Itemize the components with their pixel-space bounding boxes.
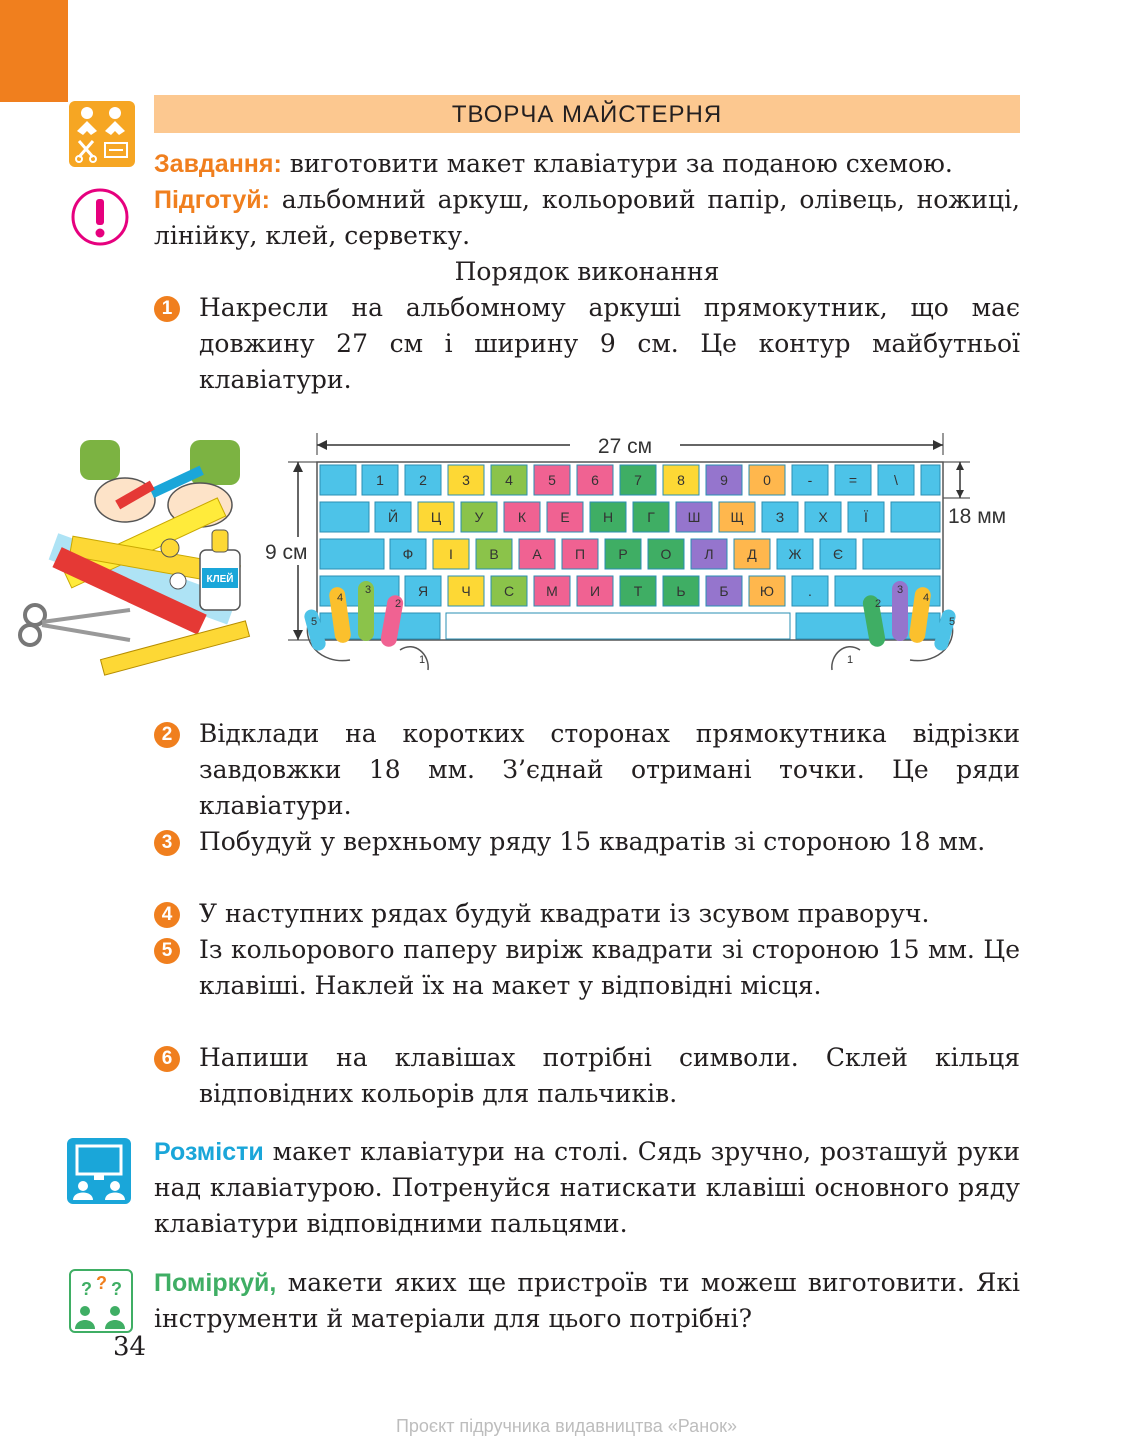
key-label: З (775, 509, 785, 525)
key-label: Й (387, 509, 399, 525)
modifier-key (320, 465, 356, 495)
finger-number: 2 (394, 598, 402, 610)
key-label: Щ (730, 509, 744, 525)
place-label: Розмісти (154, 1138, 264, 1166)
key-label: 7 (634, 472, 642, 488)
key-label: В (489, 546, 499, 562)
step-text: Відклади на коротких сторонах прямокутника відрізки завдовжки 18 мм. З’єднай отримані точки. Це ряди клавіатури. (199, 719, 1020, 820)
finger-number: 5 (310, 616, 318, 628)
step-3 (154, 824, 1020, 860)
step-text: Із кольорового паперу виріж квадрати зі стороною 15 мм. Це клавіші. Наклей їх на макет у відповідні місця. (199, 935, 1020, 1000)
modifier-key (320, 539, 384, 569)
modifier-key (921, 465, 940, 495)
svg-text:?: ? (111, 1279, 122, 1299)
corner-tab (0, 0, 68, 102)
step-2 (154, 716, 1020, 824)
page-number: 34 (113, 1332, 147, 1362)
key-label: Т (633, 583, 643, 599)
step-text: У наступних рядах будуй квадрати із зсувом праворуч. (199, 899, 930, 928)
prepare-paragraph (154, 182, 1020, 254)
think-text: макети яких ще пристроїв ти можеш виготовити. Які інструменти й матеріали для цього потрібні? (154, 1268, 1020, 1333)
space-bar (446, 613, 790, 639)
width-label: 27 см (597, 435, 653, 458)
footer-note: Проєкт підручника видавництва «Ранок» (395, 1416, 738, 1436)
step-number: 2 (154, 722, 180, 748)
finger-number: 4 (922, 592, 930, 604)
step-text: Напиши на клавішах потрібні символи. Склей кільця відповідних кольорів для пальчиків. (199, 1043, 1020, 1108)
key-label: \ (894, 472, 898, 488)
finger-number: 3 (364, 584, 372, 596)
key-label: 3 (462, 472, 470, 488)
key-label: М (546, 583, 558, 599)
step-6 (154, 1040, 1020, 1112)
height-label: 9 см (265, 541, 308, 564)
key-label: Е (560, 509, 570, 525)
key-label: І (449, 546, 453, 562)
exclamation-icon (70, 187, 130, 247)
key-label: Г (647, 509, 655, 525)
key-label: = (848, 472, 858, 488)
key-label: У (474, 509, 484, 525)
key-label: Я (417, 583, 429, 599)
key-label: Б (719, 583, 729, 599)
step-number: 4 (154, 902, 180, 928)
step-4 (154, 896, 1020, 932)
think-icon (69, 1269, 133, 1333)
task-paragraph (154, 146, 1020, 182)
key-label: Ї (864, 509, 868, 525)
glue-label: КЛЕЙ (206, 574, 234, 585)
key-label: Є (832, 546, 844, 562)
key-label: К (517, 509, 527, 525)
svg-text:?: ? (81, 1279, 92, 1299)
key-label: Ш (687, 509, 701, 525)
key-label: - (807, 472, 813, 488)
key-label: Ф (402, 546, 414, 562)
key-label: Х (818, 509, 828, 525)
key-label: Н (602, 509, 614, 525)
key-label: 2 (419, 472, 427, 488)
step-number: 5 (154, 938, 180, 964)
finger-number: 5 (948, 616, 956, 628)
procedure-title: Порядок виконання (454, 257, 720, 286)
task-label: Завдання: (154, 150, 282, 178)
step-number: 6 (154, 1046, 180, 1072)
step-text: Побудуй у верхньому ряду 15 квадратів зі стороною 18 мм. (199, 827, 986, 856)
step-1 (154, 290, 1020, 398)
key-label: 4 (505, 472, 513, 488)
key-label: 5 (548, 472, 556, 488)
finger-number: 1 (846, 654, 854, 666)
key-label: Ь (676, 583, 686, 599)
workshop-icon (69, 101, 135, 167)
key-label: . (808, 583, 812, 599)
key-label: П (574, 546, 586, 562)
finger-number: 4 (336, 592, 344, 604)
step-text: Накресли на альбомному аркуші прямокутник, що має довжину 27 см і ширину 9 см. Це контур майбутньої клавіатури. (199, 293, 1020, 394)
finger-number: 2 (874, 598, 882, 610)
key-label: И (589, 583, 601, 599)
keyboard-schema (265, 425, 1007, 685)
place-text: макет клавіатури на столі. Сядь зручно, розташуй руки над клавіатурою. Потренуйся натискати клавіші основного ряду клавіатури відповідними пальцями. (154, 1137, 1020, 1238)
think-paragraph (154, 1265, 1020, 1337)
step-number: 1 (154, 296, 180, 322)
prepare-label: Підготуй: (154, 186, 270, 214)
key-label: Р (618, 546, 628, 562)
prepare-text: альбомний аркуш, кольоровий папір, олівець, ножиці, лінійку, клей, серветку. (154, 185, 1020, 250)
finger-number: 1 (418, 654, 426, 666)
key-label: Ю (759, 583, 775, 599)
finger-number: 3 (896, 584, 904, 596)
key-label: 1 (376, 472, 384, 488)
width-dimension (317, 431, 943, 459)
key-label: 0 (763, 472, 771, 488)
key-label: С (503, 583, 515, 599)
key-label: Д (747, 546, 757, 562)
modifier-key (891, 502, 940, 532)
section-title: ТВОРЧА МАЙСТЕРНЯ (154, 95, 1020, 133)
step-number: 3 (154, 830, 180, 856)
key-label: О (660, 546, 672, 562)
task-text: виготовити макет клавіатури за поданою схемою. (281, 149, 953, 178)
step-5 (154, 932, 1020, 1004)
key-label: Ч (461, 583, 471, 599)
key-label: Ж (788, 546, 802, 562)
key-label: А (532, 546, 542, 562)
think-label: Поміркуй, (154, 1269, 277, 1297)
place-paragraph (154, 1134, 1020, 1242)
key-label: Л (704, 546, 714, 562)
key-label: Ц (430, 509, 442, 525)
svg-text:?: ? (96, 1273, 107, 1293)
key-label: 8 (677, 472, 685, 488)
key-label: 9 (720, 472, 728, 488)
modifier-key (320, 502, 369, 532)
computer-icon (67, 1138, 131, 1204)
key-label: 6 (591, 472, 599, 488)
craft-supplies-illustration (10, 440, 255, 680)
row-label: 18 мм (948, 505, 1007, 528)
modifier-key (863, 539, 940, 569)
row-dimension (943, 462, 1006, 528)
